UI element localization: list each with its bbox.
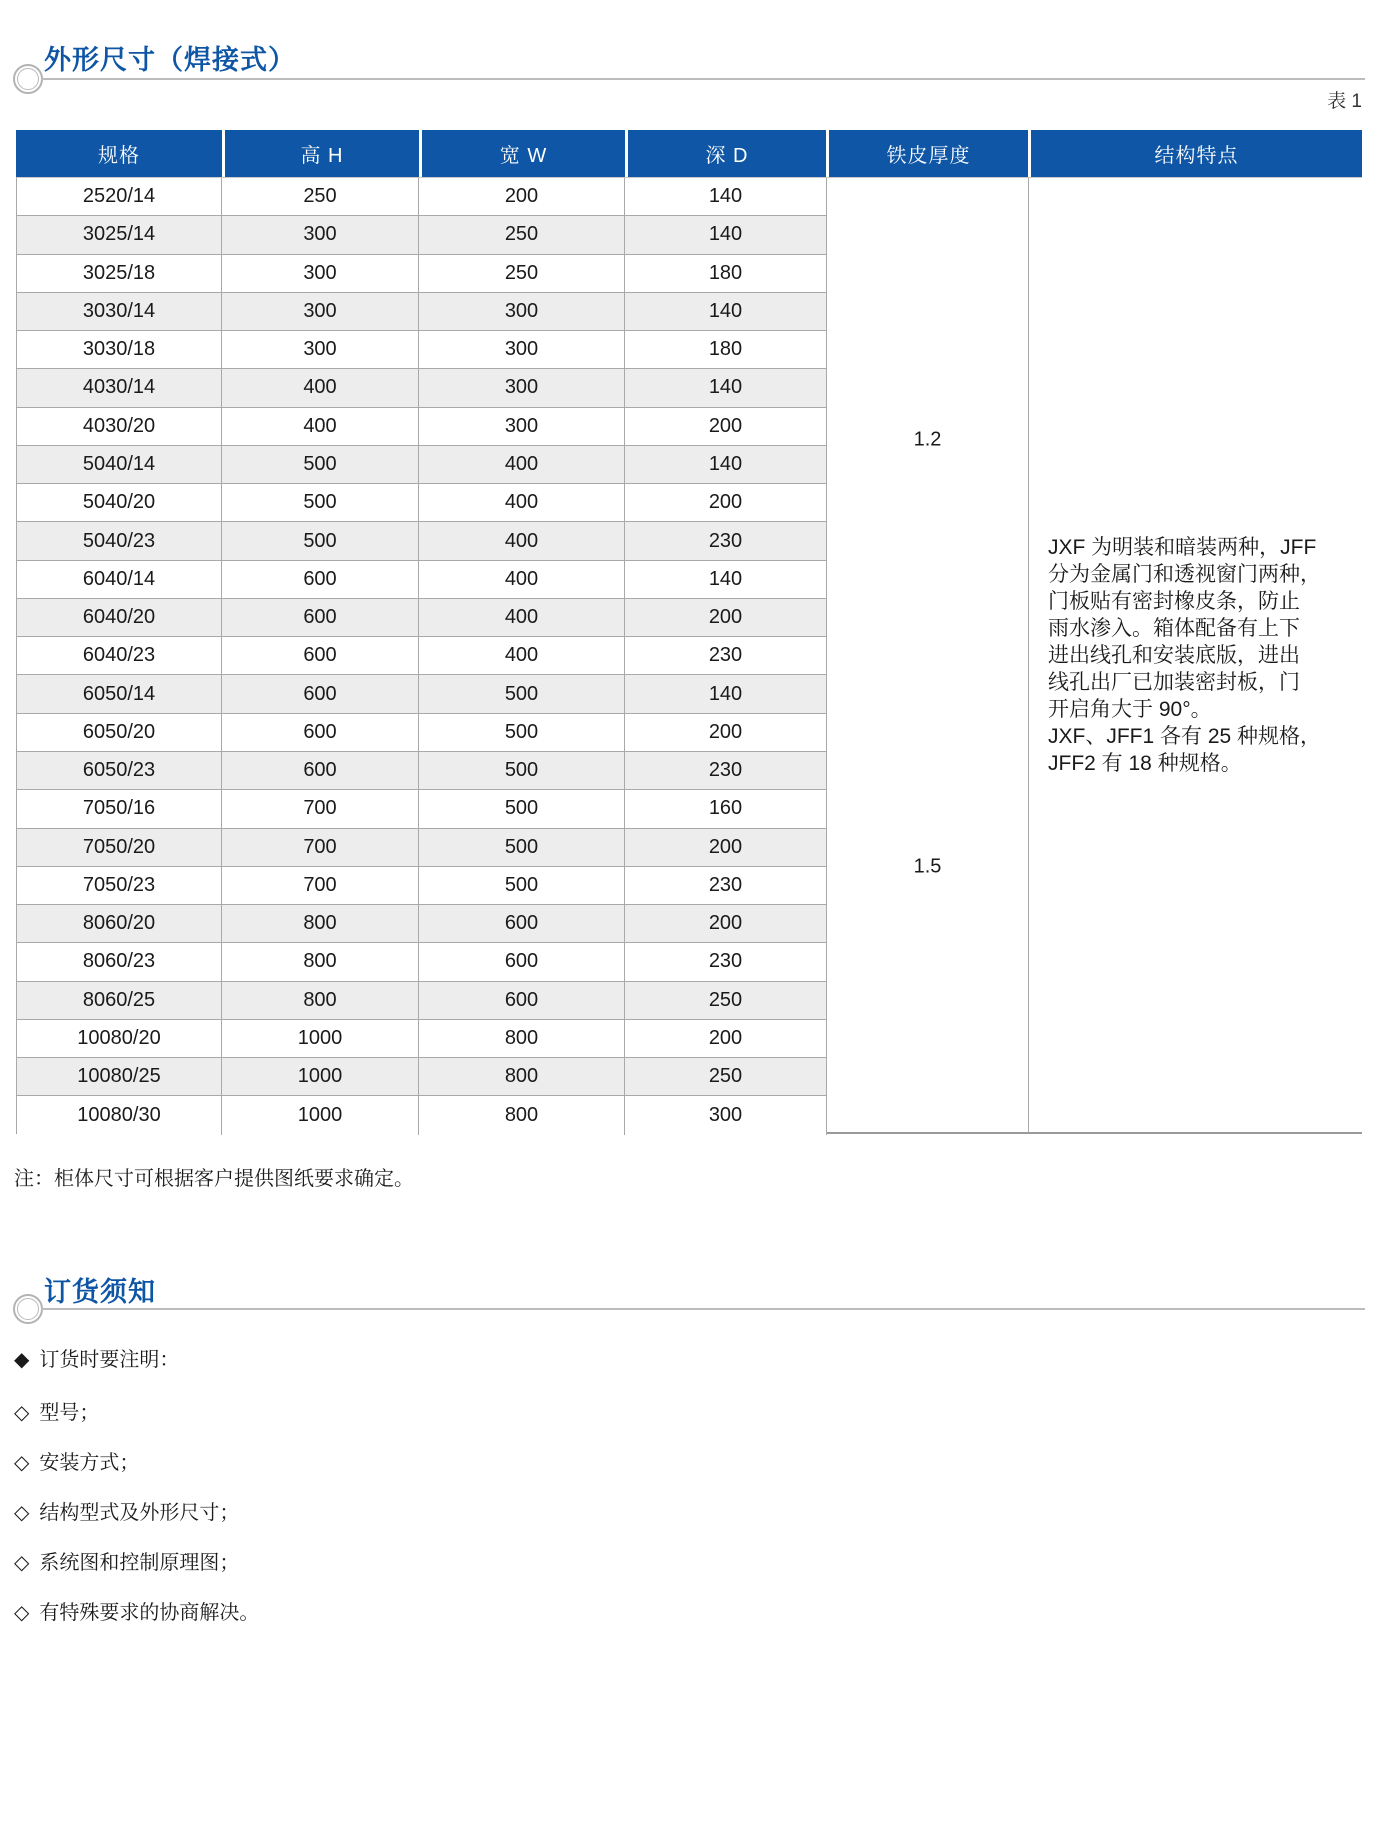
table-cell: 800 — [419, 1020, 625, 1057]
table-row — [17, 867, 827, 905]
table-cell: 800 — [419, 1096, 625, 1134]
table-cell: 200 — [625, 714, 827, 751]
table-cell: 140 — [625, 675, 827, 712]
table-cell: 200 — [625, 599, 827, 636]
table-row — [17, 1020, 827, 1058]
table-cell: 200 — [625, 829, 827, 866]
table-cell: 600 — [222, 637, 419, 674]
table-cell: 250 — [625, 1058, 827, 1095]
table-cell: 300 — [625, 1096, 827, 1134]
feature-line: JXF、JFF1 各有 25 种规格， — [1048, 724, 1322, 748]
table-cell: 4030/14 — [17, 369, 222, 406]
table-row — [17, 675, 827, 713]
list-item — [14, 1400, 259, 1426]
ring-decoration-icon — [13, 1294, 43, 1324]
table-cell: 300 — [222, 293, 419, 330]
table-cell: 8060/20 — [17, 905, 222, 942]
features-merged-cell — [1029, 178, 1363, 1132]
hollow-diamond-icon: ◇ — [14, 1452, 30, 1474]
table-cell: 500 — [419, 867, 625, 904]
table-cell: 6040/20 — [17, 599, 222, 636]
table-cell: 200 — [625, 484, 827, 521]
table-row — [17, 752, 827, 790]
table-cell: 700 — [222, 829, 419, 866]
table-row — [17, 905, 827, 943]
feature-line: 门板贴有密封橡皮条，防止 — [1048, 589, 1300, 613]
table-cell: 250 — [625, 982, 827, 1019]
table-cell: 230 — [625, 943, 827, 980]
table-cell: 400 — [222, 408, 419, 445]
table-cell: 180 — [625, 255, 827, 292]
table-cell: 500 — [419, 752, 625, 789]
table-cell: 7050/23 — [17, 867, 222, 904]
table-row — [17, 714, 827, 752]
col-header-width: 宽 W — [419, 130, 625, 177]
table-cell: 400 — [419, 599, 625, 636]
table-row — [17, 982, 827, 1020]
table-cell: 300 — [222, 255, 419, 292]
table-cell: 500 — [222, 484, 419, 521]
table-cell: 3025/14 — [17, 216, 222, 253]
list-item — [14, 1550, 259, 1576]
list-item — [14, 1450, 259, 1476]
table-cell: 600 — [419, 943, 625, 980]
table-cell: 300 — [419, 331, 625, 368]
table-row — [17, 943, 827, 981]
table-cell: 140 — [625, 293, 827, 330]
table-row — [17, 599, 827, 637]
table-cell: 600 — [222, 561, 419, 598]
table-cell: 800 — [222, 905, 419, 942]
thickness-value-1: 1.2 — [913, 428, 942, 451]
table-row — [17, 255, 827, 293]
table-cell: 500 — [419, 829, 625, 866]
table-header-row — [16, 130, 1362, 177]
table-cell: 1000 — [222, 1096, 419, 1134]
table-cell: 600 — [419, 905, 625, 942]
table-cell: 250 — [419, 216, 625, 253]
table-cell: 400 — [419, 446, 625, 483]
table-row — [17, 561, 827, 599]
table-cell: 250 — [419, 255, 625, 292]
table-cell: 500 — [419, 714, 625, 751]
table-cell: 7050/20 — [17, 829, 222, 866]
table-cell: 6040/23 — [17, 637, 222, 674]
table-cell: 180 — [625, 331, 827, 368]
feature-line: 进出线孔和安装底版，进出 — [1048, 643, 1300, 667]
table-cell: 6050/14 — [17, 675, 222, 712]
table-cell: 800 — [222, 982, 419, 1019]
section2-title: 订货须知 — [44, 1277, 156, 1307]
table-row — [17, 637, 827, 675]
table-row — [17, 369, 827, 407]
table-body — [16, 177, 1362, 1134]
table-cell: 300 — [419, 369, 625, 406]
table-row — [17, 1058, 827, 1096]
table-cell: 230 — [625, 867, 827, 904]
feature-line: JFF2 有 18 种规格。 — [1048, 751, 1242, 775]
table-cell: 3025/18 — [17, 255, 222, 292]
table-cell: 5040/23 — [17, 522, 222, 559]
table-row — [17, 216, 827, 254]
table-cell: 6050/23 — [17, 752, 222, 789]
table-cell: 5040/20 — [17, 484, 222, 521]
table-cell: 230 — [625, 637, 827, 674]
hollow-diamond-icon: ◇ — [14, 1602, 30, 1624]
hollow-diamond-icon: ◇ — [14, 1552, 30, 1574]
hollow-diamond-icon: ◇ — [14, 1502, 30, 1524]
ring-decoration-icon — [13, 64, 43, 94]
section2-divider — [41, 1308, 1365, 1310]
table-cell: 10080/20 — [17, 1020, 222, 1057]
ordering-intro-text: 订货时要注明： — [39, 1349, 180, 1371]
table-row — [17, 790, 827, 828]
table-cell: 200 — [625, 408, 827, 445]
table-cell: 140 — [625, 178, 827, 215]
table-cell: 5040/14 — [17, 446, 222, 483]
table-row — [17, 1096, 827, 1134]
table-cell: 300 — [419, 408, 625, 445]
table-row — [17, 293, 827, 331]
table-cell: 140 — [625, 216, 827, 253]
table-cell: 7050/16 — [17, 790, 222, 827]
section1-title: 外形尺寸（焊接式） — [44, 45, 296, 75]
table-cell: 140 — [625, 561, 827, 598]
table-cell: 300 — [419, 293, 625, 330]
table-cell: 160 — [625, 790, 827, 827]
table-cell: 10080/25 — [17, 1058, 222, 1095]
feature-line: 雨水渗入。箱体配备有上下 — [1048, 616, 1300, 640]
col-header-thickness: 铁皮厚度 — [826, 130, 1028, 177]
table-cell: 500 — [419, 675, 625, 712]
table-cell: 1000 — [222, 1020, 419, 1057]
table-cell: 140 — [625, 369, 827, 406]
table-cell: 600 — [222, 752, 419, 789]
table-footnote: 注：柜体尺寸可根据客户提供图纸要求确定。 — [14, 1168, 414, 1190]
list-item-text: 有特殊要求的协商解决。 — [39, 1602, 260, 1624]
list-item-text: 系统图和控制原理图； — [39, 1552, 240, 1574]
table-cell: 400 — [419, 561, 625, 598]
dimensions-table — [16, 130, 1362, 1134]
table-cell: 3030/18 — [17, 331, 222, 368]
table-cell: 500 — [222, 522, 419, 559]
table-cell: 8060/23 — [17, 943, 222, 980]
col-header-height: 高 H — [222, 130, 419, 177]
table-cell: 700 — [222, 867, 419, 904]
list-item — [14, 1500, 259, 1526]
feature-line: 线孔出厂已加装密封板，门 — [1048, 670, 1300, 694]
table-cell: 4030/20 — [17, 408, 222, 445]
thickness-value-2: 1.5 — [913, 855, 942, 878]
col-header-depth: 深 D — [625, 130, 826, 177]
table-cell: 800 — [222, 943, 419, 980]
table-number-label: 表 1 — [1327, 91, 1362, 112]
table-cell: 600 — [222, 714, 419, 751]
ordering-intro — [14, 1347, 259, 1373]
feature-line: 分为金属门和透视窗门两种， — [1048, 562, 1321, 586]
list-item-text: 型号； — [39, 1402, 100, 1424]
ordering-instructions-list — [14, 1347, 259, 1650]
table-cell: 8060/25 — [17, 982, 222, 1019]
table-cell: 700 — [222, 790, 419, 827]
table-cell: 1000 — [222, 1058, 419, 1095]
table-row — [17, 446, 827, 484]
table-row — [17, 178, 827, 216]
table-cell: 10080/30 — [17, 1096, 222, 1134]
table-row — [17, 408, 827, 446]
table-cell: 400 — [419, 637, 625, 674]
list-item — [14, 1600, 259, 1626]
feature-line: JXF 为明装和暗装两种，JFF — [1048, 535, 1317, 559]
filled-diamond-icon: ◆ — [14, 1349, 30, 1371]
table-row — [17, 522, 827, 560]
section1-divider — [41, 78, 1365, 80]
table-cell: 300 — [222, 331, 419, 368]
table-cell: 6040/14 — [17, 561, 222, 598]
table-cell: 300 — [222, 216, 419, 253]
table-cell: 140 — [625, 446, 827, 483]
table-row — [17, 331, 827, 369]
table-cell: 230 — [625, 522, 827, 559]
table-cell: 500 — [222, 446, 419, 483]
list-item-text: 结构型式及外形尺寸； — [39, 1502, 240, 1524]
table-cell: 400 — [419, 484, 625, 521]
col-header-spec: 规格 — [98, 145, 140, 167]
hollow-diamond-icon: ◇ — [14, 1402, 30, 1424]
table-cell: 600 — [222, 599, 419, 636]
table-cell: 600 — [222, 675, 419, 712]
col-header-features: 结构特点 — [1028, 130, 1362, 177]
table-cell: 400 — [222, 369, 419, 406]
table-cell: 230 — [625, 752, 827, 789]
table-cell: 3030/14 — [17, 293, 222, 330]
table-cell: 250 — [222, 178, 419, 215]
list-item-text: 安装方式； — [39, 1452, 140, 1474]
thickness-merged-cell — [827, 178, 1029, 1132]
table-row — [17, 829, 827, 867]
feature-line: 开启角大于 90°。 — [1048, 697, 1212, 721]
table-cell: 200 — [625, 905, 827, 942]
table-cell: 500 — [419, 790, 625, 827]
table-cell: 2520/14 — [17, 178, 222, 215]
table-cell: 200 — [625, 1020, 827, 1057]
table-cell: 800 — [419, 1058, 625, 1095]
table-cell: 6050/20 — [17, 714, 222, 751]
table-cell: 400 — [419, 522, 625, 559]
table-row — [17, 484, 827, 522]
table-cell: 200 — [419, 178, 625, 215]
table-cell: 600 — [419, 982, 625, 1019]
